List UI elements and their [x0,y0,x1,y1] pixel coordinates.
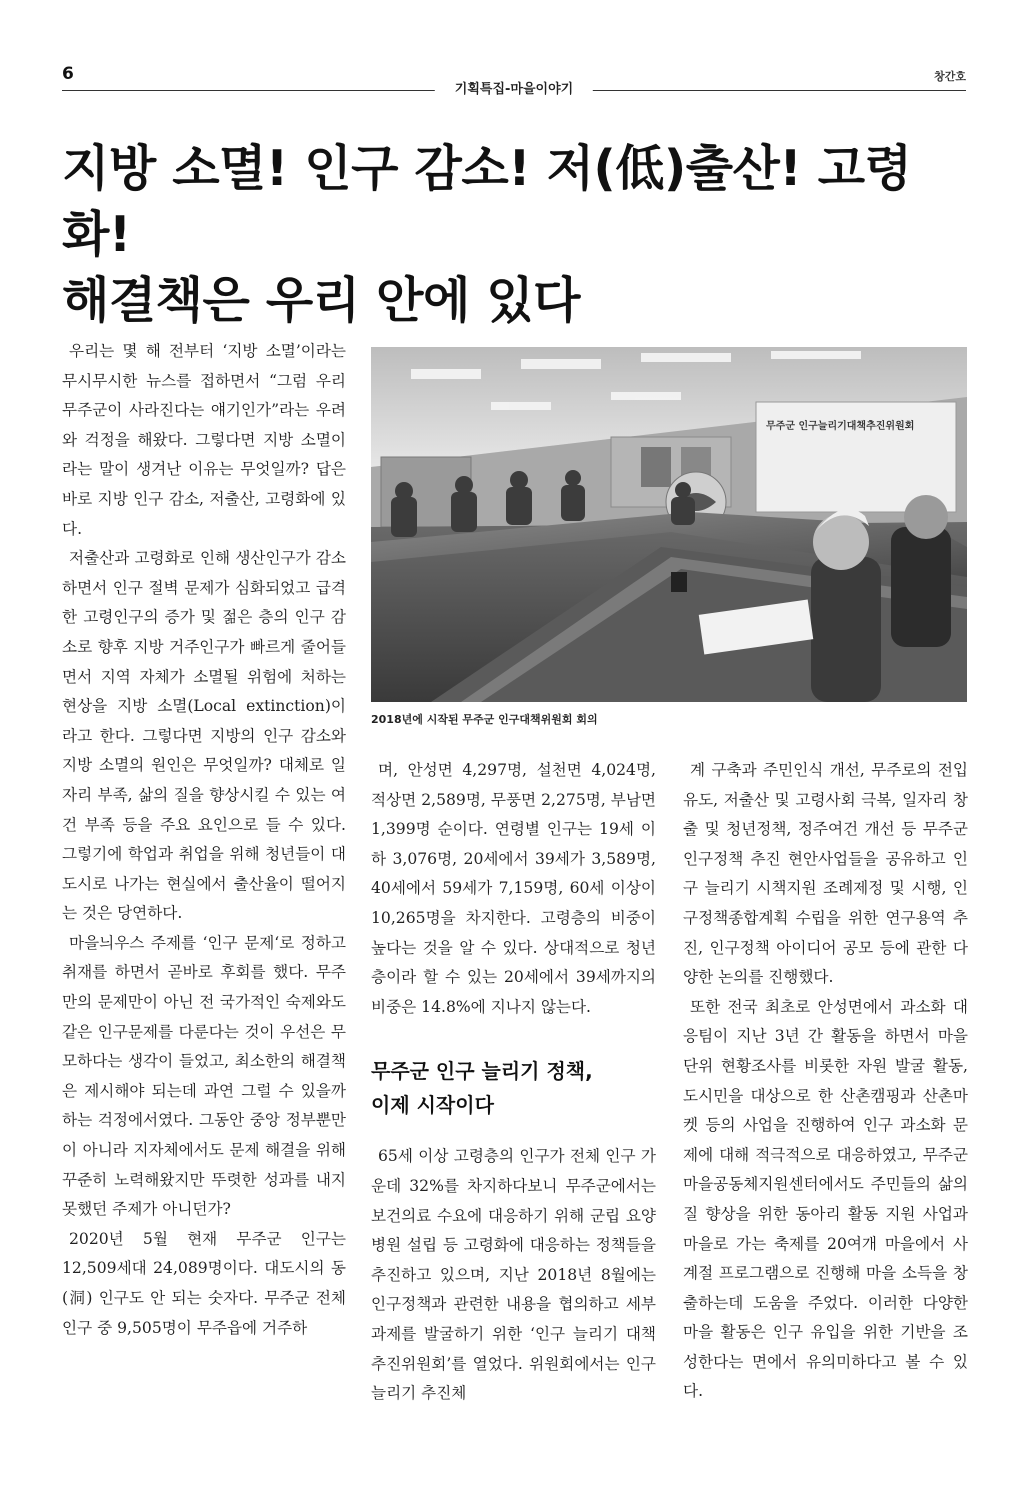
headline-line-2: 해결책은 우리 안에 있다 [62,272,581,329]
article-column-3 [683,756,968,1407]
paragraph: 65세 이상 고령층의 인구가 전체 인구 가운데 32%를 차지하다보니 무주군에서는 보건의료 수요에 대응하기 위해 군립 요양병원 설립 등 고령화에 대응하는 정책들을 추진하고 있으며, 지난 2018년 8월에는 인구정책과 관련한 내용을 협의하고 세부과제를 발굴하기 위한 ‘인구 늘리기 대책추진위원회’를 열었다. 위원회에서는 인구 늘리기 추진체 [371,1147,656,1403]
paragraph: 2020년 5월 현재 무주군 인구는 12,509세대 24,089명이다. 대도시의 동(洞) 인구도 안 되는 숫자다. 무주군 전체 인구 중 9,505명이 무주읍에 거주하 [62,1229,346,1337]
paragraph: 계 구축과 주민인식 개선, 무주로의 전입 유도, 저출산 및 고령사회 극복, 일자리 창출 및 청년정책, 정주여건 개선 등 무주군 인구정책 추진 현안사업들을 공유하고 인구 늘리기 시책지원 조례제정 및 시행, 인구정책종합계획 수립을 위한 연구용역 추진, 인구정책 아이디어 공모 등에 관한 다양한 논의를 진행했다. [683,761,968,987]
headline [62,136,972,334]
banner-text: 무주군 인구늘리기대책추진위원회 [766,421,915,432]
section-title: 기획특집-마을이야기 [454,82,574,97]
paragraph: 저출산과 고령화로 인해 생산인구가 감소하면서 인구 절벽 문제가 심화되었고 급격한 고령인구의 증가 및 젊은 층의 인구 감소로 향후 지방 거주인구가 빠르게 줄어들면서 지역 자체가 소멸될 위험에 처하는 현상을 지방 소멸(Local extinction)이라고 한다. 그렇다면 지방의 인구 감소와 지방 소멸의 원인은 무엇일까? 대체로 일자리 부족, 삶의 질을 향상시킬 수 있는 여건 부족 등을 주요 요인으로 들 수 있다. 그렇기에 학업과 취업을 위해 청년들이 대도시로 나가는 현실에서 출산율이 떨어지는 것은 당연하다. [62,549,346,923]
headline-line-1: 지방 소멸! 인구 감소! 저(低)출산! 고령화! [62,140,912,263]
paragraph: 마을늬우스 주제를 ‘인구 문제‘로 정하고 취재를 하면서 곧바로 후회를 했다. 무주만의 문제만이 아닌 전 국가적인 숙제와도 같은 인구문제를 다룬다는 것이 우선은 무모하다는 생각이 들었고, 최소한의 해결책은 제시해야 되는데 과연 그럴 수 있을까 하는 걱정에서였다. 그동안 중앙 정부뿐만이 아니라 지자체에서도 문제 해결을 위해 꾸준히 노력해왔지만 뚜렷한 성과를 내지 못했던 주제가 아니던가? [62,933,346,1219]
meeting-photo [371,347,967,702]
paragraph: 우리는 몇 해 전부터 ‘지방 소멸’이라는 무시무시한 뉴스를 접하면서 “그럼 우리 무주군이 사라진다는 얘기인가”라는 우려와 걱정을 해왔다. 그렇다면 지방 소멸이라는 말이 생겨난 이유는 무엇일까? 답은 바로 지방 인구 감소, 저출산, 고령화에 있다. [62,342,346,538]
section-header [62,78,966,104]
subheading-line-2: 이제 시작이다 [371,1093,494,1118]
paragraph: 또한 전국 최초로 안성면에서 과소화 대응팀이 지난 3년 간 활동을 하면서 마을 단위 현황조사를 비롯한 자원 발굴 활동, 도시민을 대상으로 한 산촌캠핑과 산촌마켓 등의 사업을 진행하여 인구 과소화 문제에 대해 적극적으로 대응하였고, 무주군 마을공동체지원센터에서도 주민들의 삶의 질 향상을 위한 동아리 활동 지원 사업과 마을로 가는 축제를 20여개 마을에서 사계절 프로그램으로 진행해 마을 소득을 창출하는데 도움을 주었다. 이러한 다양한 마을 활동은 인구 유입을 위한 기반을 조성한다는 면에서 유의미하다고 볼 수 있다. [683,997,968,1401]
issue-label: 창간호 [934,70,966,83]
article-column-1 [62,337,346,1343]
subheading [371,1054,656,1122]
subheading-line-1: 무주군 인구 늘리기 정책, [371,1059,593,1084]
page-number: 6 [62,64,74,84]
section-label [435,78,593,102]
article-column-2 [371,756,656,1409]
meeting-photo-illustration [371,347,967,702]
paragraph: 며, 안성면 4,297명, 설천면 4,024명, 적상면 2,589명, 무풍면 2,275명, 부남면 1,399명 순이다. 연령별 인구는 19세 이하 3,076명, 20세에서 39세가 3,589명, 40세에서 59세가 7,159명, 60세 이상이 10,265명을 차지한다. 고령층의 비중이 높다는 것을 알 수 있다. 상대적으로 청년층이라 할 수 있는 20세에서 39세까지의 비중은 14.8%에 지나지 않는다. [371,761,656,1016]
photo-caption: 2018년에 시작된 무주군 인구대책위원회 회의 [371,713,598,726]
